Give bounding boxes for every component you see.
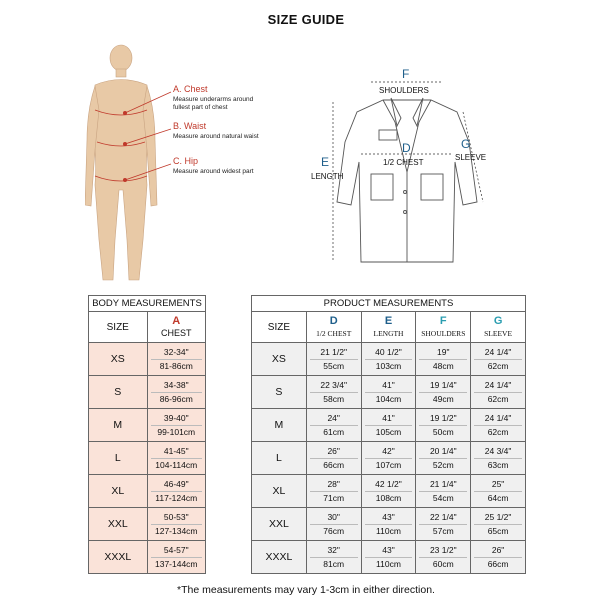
page-title: SIZE GUIDE bbox=[267, 12, 345, 27]
value-inches: 24 1/4" bbox=[474, 412, 522, 426]
sleeve-letter: G bbox=[461, 137, 471, 151]
measurement-cell bbox=[306, 376, 361, 409]
measurement-cell bbox=[416, 376, 471, 409]
column-letter: E bbox=[384, 315, 393, 327]
size-cell: XXXL bbox=[252, 541, 307, 574]
value-cm: 50cm bbox=[432, 426, 454, 437]
value-cm: 104-114cm bbox=[155, 459, 198, 470]
measurement-cell bbox=[416, 343, 471, 376]
value-inches: 19 1/2" bbox=[419, 412, 467, 426]
value-cm: 137-144cm bbox=[154, 558, 198, 569]
value-inches: 54-57" bbox=[151, 544, 203, 558]
table-row bbox=[89, 442, 206, 475]
chest-callout-desc: fullest part of chest bbox=[173, 104, 228, 111]
footnote: *The measurements may vary 1-3cm in either direction. bbox=[177, 584, 435, 596]
value-cm: 105cm bbox=[375, 426, 402, 437]
chest-value-cell bbox=[147, 541, 206, 574]
value-inches: 22 3/4" bbox=[310, 379, 358, 393]
body-measurements-table bbox=[88, 295, 206, 574]
measurement-cell bbox=[361, 343, 416, 376]
value-cm: 66cm bbox=[487, 558, 509, 569]
size-header: SIZE bbox=[252, 312, 307, 343]
column-letter: A bbox=[172, 315, 181, 327]
chest-letter: D bbox=[402, 141, 411, 155]
value-inches: 21 1/4" bbox=[419, 478, 467, 492]
value-cm: 58cm bbox=[323, 393, 345, 404]
value-inches: 19 1/4" bbox=[419, 379, 467, 393]
sleeve-label: SLEEVE bbox=[455, 153, 487, 162]
value-inches: 46-49" bbox=[151, 478, 203, 492]
table-row bbox=[89, 409, 206, 442]
value-inches: 26" bbox=[474, 544, 522, 558]
table-row bbox=[89, 508, 206, 541]
measurement-cell bbox=[471, 343, 526, 376]
length-letter: E bbox=[321, 155, 330, 169]
measurement-cell bbox=[361, 376, 416, 409]
column-name: SHOULDERS bbox=[421, 329, 466, 338]
value-cm: 110cm bbox=[376, 558, 401, 569]
value-cm: 60cm bbox=[432, 558, 454, 569]
value-cm: 107cm bbox=[375, 459, 402, 470]
value-inches: 23 1/2" bbox=[419, 544, 467, 558]
column-header bbox=[361, 312, 416, 343]
value-cm: 81cm bbox=[323, 558, 345, 569]
chest-callout-title: A. Chest bbox=[173, 84, 208, 94]
value-inches: 34-38" bbox=[151, 379, 203, 393]
value-cm: 104cm bbox=[375, 393, 402, 404]
column-letter: F bbox=[439, 315, 447, 327]
measurement-cell bbox=[416, 442, 471, 475]
value-cm: 81-86cm bbox=[159, 360, 193, 371]
table-row bbox=[89, 475, 206, 508]
table-row bbox=[252, 409, 526, 442]
value-inches: 24 3/4" bbox=[474, 445, 522, 459]
value-inches: 20 1/4" bbox=[419, 445, 467, 459]
table-row bbox=[89, 343, 206, 376]
size-cell: XS bbox=[89, 343, 148, 376]
column-name: LENGTH bbox=[373, 329, 404, 338]
value-inches: 39-40" bbox=[151, 412, 203, 426]
measurement-cell bbox=[306, 442, 361, 475]
value-cm: 127-134cm bbox=[154, 525, 198, 536]
value-inches: 24" bbox=[310, 412, 358, 426]
body-figure bbox=[85, 40, 285, 290]
measurement-cell bbox=[416, 508, 471, 541]
value-inches: 41-45" bbox=[151, 445, 203, 459]
measurement-cell bbox=[361, 475, 416, 508]
value-cm: 57cm bbox=[432, 525, 454, 536]
chest-value-cell bbox=[147, 343, 206, 376]
size-cell: XL bbox=[89, 475, 148, 508]
shoulders-letter: F bbox=[402, 67, 410, 81]
value-inches: 41" bbox=[365, 379, 413, 393]
value-inches: 25 1/2" bbox=[474, 511, 522, 525]
value-cm: 76cm bbox=[323, 525, 345, 536]
measurement-cell bbox=[471, 442, 526, 475]
table-row bbox=[89, 376, 206, 409]
chest-value-cell bbox=[147, 409, 206, 442]
value-cm: 52cm bbox=[432, 459, 454, 470]
value-inches: 24 1/4" bbox=[474, 346, 522, 360]
size-cell: L bbox=[252, 442, 307, 475]
column-header bbox=[471, 312, 526, 343]
size-cell: M bbox=[89, 409, 148, 442]
column-name: CHEST bbox=[160, 328, 192, 338]
value-cm: 103cm bbox=[375, 360, 402, 371]
size-cell: XL bbox=[252, 475, 307, 508]
measurement-cell bbox=[306, 475, 361, 508]
table-row bbox=[252, 475, 526, 508]
hip-callout-desc: Measure around widest part bbox=[173, 168, 254, 175]
coat-figure bbox=[305, 62, 515, 282]
value-inches: 19" bbox=[419, 346, 467, 360]
value-cm: 110cm bbox=[376, 525, 401, 536]
value-inches: 50-53" bbox=[151, 511, 203, 525]
product-measurements-title: PRODUCT MEASUREMENTS bbox=[252, 296, 526, 312]
value-cm: 61cm bbox=[323, 426, 345, 437]
length-label: LENGTH bbox=[311, 172, 344, 181]
value-cm: 48cm bbox=[432, 360, 454, 371]
measurement-cell bbox=[361, 442, 416, 475]
column-name: SLEEVE bbox=[484, 329, 513, 338]
measurement-cell bbox=[471, 475, 526, 508]
measurement-cell bbox=[306, 409, 361, 442]
value-cm: 62cm bbox=[487, 393, 509, 404]
size-cell: XS bbox=[252, 343, 307, 376]
size-cell: L bbox=[89, 442, 148, 475]
measurement-cell bbox=[471, 508, 526, 541]
table-row bbox=[89, 541, 206, 574]
column-header bbox=[416, 312, 471, 343]
chest-value-cell bbox=[147, 508, 206, 541]
value-cm: 66cm bbox=[323, 459, 345, 470]
waist-callout-desc: Measure around natural waist bbox=[173, 133, 259, 140]
lab-coat-outline bbox=[337, 98, 477, 262]
value-inches: 43" bbox=[365, 544, 413, 558]
size-cell: M bbox=[252, 409, 307, 442]
chest-callout-desc: Measure underarms around bbox=[173, 96, 254, 103]
value-inches: 42 1/2" bbox=[365, 478, 413, 492]
value-cm: 63cm bbox=[487, 459, 509, 470]
value-inches: 32" bbox=[310, 544, 358, 558]
value-cm: 62cm bbox=[487, 360, 509, 371]
size-header: SIZE bbox=[89, 312, 148, 343]
measurement-cell bbox=[416, 541, 471, 574]
value-inches: 30" bbox=[310, 511, 358, 525]
value-cm: 64cm bbox=[487, 492, 509, 503]
column-letter: D bbox=[329, 315, 338, 327]
value-cm: 49cm bbox=[432, 393, 454, 404]
value-cm: 117-124cm bbox=[155, 492, 198, 503]
measurement-cell bbox=[471, 376, 526, 409]
measurement-cell bbox=[471, 541, 526, 574]
table-row bbox=[252, 442, 526, 475]
value-cm: 71cm bbox=[323, 492, 345, 503]
column-header bbox=[306, 312, 361, 343]
hip-callout-title: C. Hip bbox=[173, 156, 199, 166]
column-name: 1/2 CHEST bbox=[316, 329, 352, 338]
measurement-cell bbox=[416, 409, 471, 442]
measurement-cell bbox=[306, 541, 361, 574]
waist-callout-title: B. Waist bbox=[173, 121, 207, 131]
value-inches: 32-34" bbox=[151, 346, 203, 360]
value-inches: 24 1/4" bbox=[474, 379, 522, 393]
table-row bbox=[252, 376, 526, 409]
value-cm: 108cm bbox=[375, 492, 402, 503]
product-measurements-table bbox=[251, 295, 526, 574]
size-cell: XXXL bbox=[89, 541, 148, 574]
size-cell: XXL bbox=[252, 508, 307, 541]
column-letter: G bbox=[493, 315, 503, 327]
chest-value-cell bbox=[147, 376, 206, 409]
size-cell: S bbox=[89, 376, 148, 409]
shoulders-label: SHOULDERS bbox=[379, 86, 429, 95]
measurement-cell bbox=[471, 409, 526, 442]
value-cm: 99-101cm bbox=[157, 426, 196, 437]
value-cm: 86-96cm bbox=[159, 393, 193, 404]
measurement-cell bbox=[306, 508, 361, 541]
value-inches: 22 1/4" bbox=[419, 511, 467, 525]
chest-value-cell bbox=[147, 442, 206, 475]
size-cell: XXL bbox=[89, 508, 148, 541]
value-inches: 41" bbox=[365, 412, 413, 426]
value-cm: 54cm bbox=[432, 492, 454, 503]
table-row bbox=[252, 508, 526, 541]
size-cell: S bbox=[252, 376, 307, 409]
value-cm: 62cm bbox=[487, 426, 509, 437]
measurement-cell bbox=[361, 508, 416, 541]
mannequin-silhouette bbox=[85, 45, 157, 280]
chest-column-header bbox=[147, 312, 206, 343]
value-inches: 26" bbox=[310, 445, 358, 459]
value-cm: 55cm bbox=[323, 360, 345, 371]
measurement-cell bbox=[361, 541, 416, 574]
value-inches: 42" bbox=[365, 445, 413, 459]
value-inches: 25" bbox=[474, 478, 522, 492]
table-row bbox=[252, 541, 526, 574]
value-inches: 40 1/2" bbox=[365, 346, 413, 360]
measurement-cell bbox=[416, 475, 471, 508]
value-inches: 43" bbox=[365, 511, 413, 525]
chest-label: 1/2 CHEST bbox=[383, 158, 424, 167]
table-row bbox=[252, 343, 526, 376]
value-inches: 28" bbox=[310, 478, 358, 492]
value-cm: 65cm bbox=[487, 525, 509, 536]
measurement-cell bbox=[306, 343, 361, 376]
value-inches: 21 1/2" bbox=[310, 346, 358, 360]
body-measurements-title: BODY MEASUREMENTS bbox=[89, 296, 206, 312]
chest-value-cell bbox=[147, 475, 206, 508]
measurement-cell bbox=[361, 409, 416, 442]
